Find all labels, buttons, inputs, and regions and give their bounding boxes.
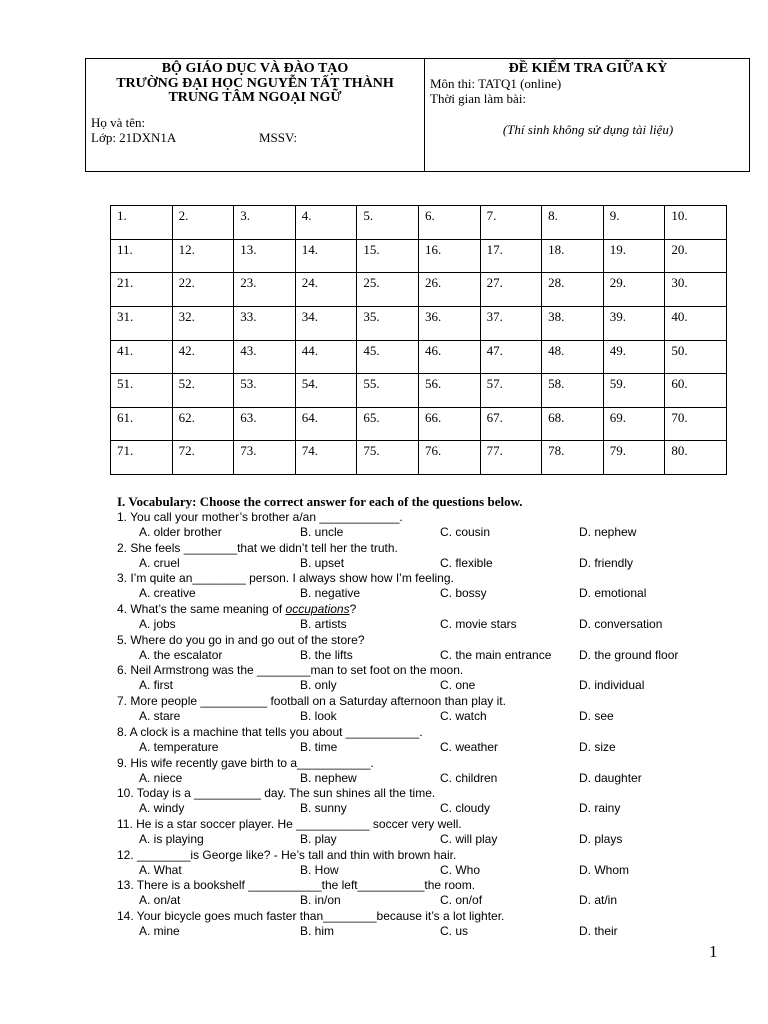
question-stem-text: ? xyxy=(349,602,357,617)
page-number: 1 xyxy=(709,942,718,961)
question-item xyxy=(117,602,737,633)
option-a: A. is playing xyxy=(139,831,204,846)
answer-cell: 52. xyxy=(172,374,234,408)
question-item xyxy=(117,633,737,664)
option-c: C. weather xyxy=(440,739,499,754)
answer-cell: 42. xyxy=(172,340,234,374)
answer-cell: 43. xyxy=(234,340,296,374)
question-item xyxy=(117,725,737,756)
option-b: B. in/on xyxy=(300,893,341,908)
option-b: B. How xyxy=(300,862,339,877)
answer-cell: 53. xyxy=(234,374,296,408)
question-item xyxy=(117,878,737,909)
question-stem: 3. I’m quite an________ person. I always show how I’m feeling. xyxy=(117,571,454,586)
answer-cell: 25. xyxy=(357,273,419,307)
question-stem: 1. You call your mother’s brother a/an ____________. xyxy=(117,510,403,524)
option-b: B. sunny xyxy=(300,801,347,816)
answer-cell: 11. xyxy=(111,239,173,273)
answer-grid-row xyxy=(111,239,727,273)
option-d: D. rainy xyxy=(579,801,621,816)
answer-cell: 48. xyxy=(542,340,604,374)
question-stem: 13. There is a bookshelf ___________the left__________the room. xyxy=(117,878,476,893)
option-b: B. nephew xyxy=(300,770,357,785)
answer-cell: 54. xyxy=(295,374,357,408)
question-stem: 14. Your bicycle goes much faster than________because it’s a lot lighter. xyxy=(117,908,505,923)
option-d: D. nephew xyxy=(579,525,637,539)
question-stem: 9. His wife recently gave birth to a___________. xyxy=(117,755,374,770)
answer-cell: 58. xyxy=(542,374,604,408)
answer-cell: 26. xyxy=(418,273,480,307)
option-c: C. us xyxy=(440,923,469,938)
answer-cell: 21. xyxy=(111,273,173,307)
option-a: A. on/at xyxy=(139,893,181,908)
answer-grid-row xyxy=(111,340,727,374)
answer-cell: 77. xyxy=(480,441,542,475)
option-a: A. What xyxy=(139,862,182,877)
question-item xyxy=(117,510,737,541)
answer-cell: 55. xyxy=(357,374,419,408)
answer-cell: 51. xyxy=(111,374,173,408)
option-c: C. children xyxy=(440,770,498,785)
option-c: C. watch xyxy=(440,709,487,724)
center-name: TRUNG TÂM NGOẠI NGỮ xyxy=(168,90,342,105)
question-item xyxy=(117,694,737,725)
answer-cell: 14. xyxy=(295,239,357,273)
answer-cell: 47. xyxy=(480,340,542,374)
answer-cell: 45. xyxy=(357,340,419,374)
answer-cell: 35. xyxy=(357,306,419,340)
question-stem-text: 4. What’s the same meaning of xyxy=(117,602,286,617)
option-d: D. the ground floor xyxy=(579,647,679,662)
answer-cell: 15. xyxy=(357,239,419,273)
answer-cell: 44. xyxy=(295,340,357,374)
option-c: C. flexible xyxy=(440,555,493,570)
answer-cell: 29. xyxy=(603,273,665,307)
answer-cell: 56. xyxy=(418,374,480,408)
answer-cell: 66. xyxy=(418,407,480,441)
exam-title: ĐỀ KIỂM TRA GIỮA KỲ xyxy=(508,61,668,76)
option-c: C. Who xyxy=(440,862,481,877)
question-stem xyxy=(117,602,356,616)
question-item xyxy=(117,786,737,817)
question-item xyxy=(117,541,737,572)
answer-cell: 3. xyxy=(234,206,296,240)
answer-grid-row xyxy=(111,374,727,408)
option-a: A. older brother xyxy=(139,525,222,539)
option-d: D. emotional xyxy=(579,586,647,601)
option-d: D. individual xyxy=(579,678,645,693)
option-d: D. size xyxy=(579,739,616,754)
question-stem: 11. He is a star soccer player. He ___________ soccer very well. xyxy=(117,816,462,831)
option-c: C. one xyxy=(440,678,476,693)
answer-cell: 9. xyxy=(603,206,665,240)
option-c: C. movie stars xyxy=(440,617,517,632)
question-stem: 7. More people __________ football on a Saturday afternoon than play it. xyxy=(117,694,506,709)
answer-grid-row xyxy=(111,273,727,307)
option-a: A. jobs xyxy=(139,617,176,632)
option-d: D. see xyxy=(579,709,614,724)
answer-cell: 57. xyxy=(480,374,542,408)
class-label: Lớp: 21DXN1A xyxy=(91,130,177,145)
answer-cell: 65. xyxy=(357,407,419,441)
answer-cell: 20. xyxy=(665,239,727,273)
option-c: C. the main entrance xyxy=(440,647,552,662)
answer-cell: 27. xyxy=(480,273,542,307)
option-b: B. time xyxy=(300,739,338,754)
question-stem: 8. A clock is a machine that tells you about ___________. xyxy=(117,724,423,739)
answer-cell: 49. xyxy=(603,340,665,374)
exam-time: Thời gian làm bài: xyxy=(430,91,527,106)
student-id-label: MSSV: xyxy=(259,130,298,145)
question-item xyxy=(117,571,737,602)
option-b: B. artists xyxy=(300,617,347,632)
question-stem: 2. She feels ________that we didn’t tell her the truth. xyxy=(117,540,398,555)
answer-cell: 50. xyxy=(665,340,727,374)
answer-grid-row xyxy=(111,441,727,475)
answer-cell: 75. xyxy=(357,441,419,475)
answer-cell: 19. xyxy=(603,239,665,273)
answer-cell: 36. xyxy=(418,306,480,340)
question-keyword: occupations xyxy=(285,602,350,617)
answer-cell: 13. xyxy=(234,239,296,273)
option-b: B. upset xyxy=(300,555,345,570)
answer-cell: 71. xyxy=(111,441,173,475)
answer-cell: 24. xyxy=(295,273,357,307)
answer-cell: 18. xyxy=(542,239,604,273)
question-stem: 10. Today is a __________ day. The sun shines all the time. xyxy=(117,786,436,801)
answer-cell: 68. xyxy=(542,407,604,441)
question-item xyxy=(117,663,737,694)
option-a: A. the escalator xyxy=(139,647,223,662)
question-item xyxy=(117,848,737,879)
answer-cell: 1. xyxy=(111,206,173,240)
answer-cell: 8. xyxy=(542,206,604,240)
option-d: D. at/in xyxy=(579,893,618,908)
answer-cell: 23. xyxy=(234,273,296,307)
question-item xyxy=(117,756,737,787)
answer-cell: 67. xyxy=(480,407,542,441)
question-stem: 12. ________is George like? - He’s tall and thin with brown hair. xyxy=(117,847,457,862)
option-a: A. cruel xyxy=(139,555,180,570)
option-b: B. him xyxy=(300,923,335,938)
exam-subject: Môn thi: TATQ1 (online) xyxy=(430,76,562,91)
option-b: B. only xyxy=(300,678,337,693)
option-a: A. temperature xyxy=(139,739,219,754)
answer-cell: 7. xyxy=(480,206,542,240)
answer-cell: 62. xyxy=(172,407,234,441)
option-c: C. cloudy xyxy=(440,801,491,816)
option-a: A. mine xyxy=(139,923,180,938)
option-d: D. friendly xyxy=(579,555,634,570)
answer-cell: 74. xyxy=(295,441,357,475)
answer-cell: 17. xyxy=(480,239,542,273)
answer-cell: 78. xyxy=(542,441,604,475)
answer-cell: 38. xyxy=(542,306,604,340)
option-a: A. niece xyxy=(139,770,183,785)
answer-cell: 72. xyxy=(172,441,234,475)
answer-cell: 39. xyxy=(603,306,665,340)
answer-cell: 34. xyxy=(295,306,357,340)
option-b: B. the lifts xyxy=(300,647,353,662)
option-b: B. play xyxy=(300,831,337,846)
answer-cell: 6. xyxy=(418,206,480,240)
answer-cell: 28. xyxy=(542,273,604,307)
answer-cell: 40. xyxy=(665,306,727,340)
answer-cell: 73. xyxy=(234,441,296,475)
option-a: A. first xyxy=(139,678,174,693)
answer-grid-row xyxy=(111,206,727,240)
option-b: B. look xyxy=(300,709,337,724)
answer-cell: 32. xyxy=(172,306,234,340)
answer-cell: 16. xyxy=(418,239,480,273)
answer-cell: 80. xyxy=(665,441,727,475)
question-item xyxy=(117,817,737,848)
answer-cell: 22. xyxy=(172,273,234,307)
answer-cell: 76. xyxy=(418,441,480,475)
university-name: TRƯỜNG ĐẠI HỌC NGUYỄN TẤT THÀNH xyxy=(116,76,394,91)
question-stem: 6. Neil Armstrong was the ________man to set foot on the moon. xyxy=(117,663,464,678)
answer-cell: 63. xyxy=(234,407,296,441)
answer-cell: 10. xyxy=(665,206,727,240)
question-stem: 5. Where do you go in and go out of the store? xyxy=(117,632,365,647)
option-c: C. on/of xyxy=(440,893,483,908)
option-d: D. conversation xyxy=(579,617,663,632)
ministry-name: BỘ GIÁO DỤC VÀ ĐÀO TẠO xyxy=(161,61,349,76)
question-item xyxy=(117,909,737,940)
answer-grid-row xyxy=(111,306,727,340)
answer-cell: 2. xyxy=(172,206,234,240)
answer-cell: 70. xyxy=(665,407,727,441)
answer-cell: 31. xyxy=(111,306,173,340)
answer-grid xyxy=(110,205,727,475)
option-b: B. negative xyxy=(300,586,361,601)
option-d: D. daughter xyxy=(579,770,642,785)
section-title: I. Vocabulary: Choose the correct answer for each of the questions below. xyxy=(117,494,523,509)
option-a: A. creative xyxy=(139,586,196,601)
option-d: D. plays xyxy=(579,831,623,846)
question-list xyxy=(117,510,737,940)
exam-header xyxy=(85,58,750,172)
student-name-label: Họ và tên: xyxy=(91,115,146,130)
option-d: D. Whom xyxy=(579,862,630,877)
option-c: C. cousin xyxy=(440,525,491,539)
option-a: A. windy xyxy=(139,801,185,816)
exam-note: (Thí sinh không sử dụng tài liệu) xyxy=(502,122,674,137)
answer-cell: 79. xyxy=(603,441,665,475)
answer-cell: 60. xyxy=(665,374,727,408)
answer-cell: 37. xyxy=(480,306,542,340)
answer-cell: 30. xyxy=(665,273,727,307)
answer-cell: 12. xyxy=(172,239,234,273)
answer-cell: 33. xyxy=(234,306,296,340)
option-c: C. will play xyxy=(440,831,498,846)
answer-cell: 61. xyxy=(111,407,173,441)
answer-cell: 4. xyxy=(295,206,357,240)
answer-cell: 69. xyxy=(603,407,665,441)
answer-cell: 5. xyxy=(357,206,419,240)
answer-grid-row xyxy=(111,407,727,441)
answer-cell: 41. xyxy=(111,340,173,374)
option-c: C. bossy xyxy=(440,586,487,601)
option-d: D. their xyxy=(579,923,618,938)
answer-cell: 46. xyxy=(418,340,480,374)
answer-cell: 59. xyxy=(603,374,665,408)
option-a: A. stare xyxy=(139,709,181,724)
answer-cell: 64. xyxy=(295,407,357,441)
option-b: B. uncle xyxy=(300,525,344,539)
